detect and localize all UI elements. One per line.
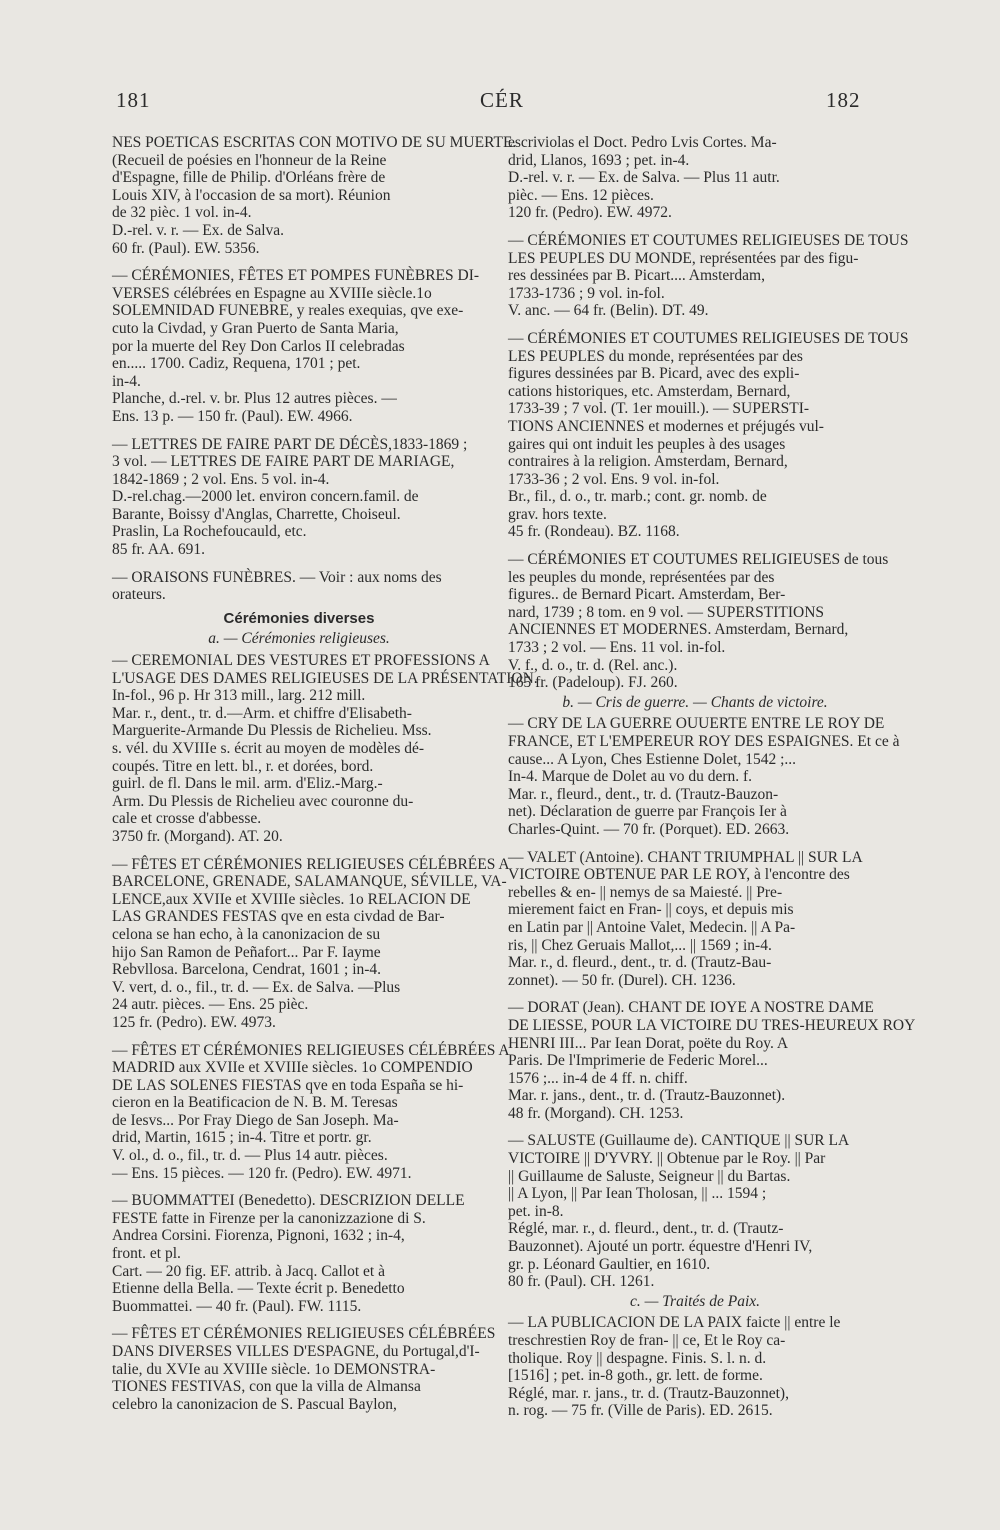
- text-line: in-4.: [112, 372, 141, 390]
- text-line: In-4. Marque de Dolet au vo du dern. f.: [508, 768, 753, 786]
- text-line: D.-rel. v. r. — Ex. de Salva.: [112, 221, 285, 239]
- text-line: L'USAGE DES DAMES RELIGIEUSES DE LA PRÉSENTATION.: [112, 669, 538, 687]
- entry-gap: [112, 1032, 486, 1042]
- text-line: FESTE fatte in Firenze per la canonizzazione di S.: [112, 1209, 426, 1227]
- entry-gap: [508, 839, 882, 849]
- text-line: Bauzonnet). Ajouté un portr. équestre d'Henri IV,: [508, 1238, 813, 1256]
- text-line: NES POETICAS ESCRITAS CON MOTIVO DE SU MUERTE.: [112, 134, 517, 151]
- text-line: escriviolas el Doct. Pedro Lvis Cortes. Ma-: [508, 134, 777, 151]
- text-line: 1576 ;... in-4 de 4 ff. n. chiff.: [508, 1069, 688, 1087]
- entry-gap: [508, 320, 882, 330]
- text-line: orateurs.: [112, 586, 166, 604]
- text-line: — LETTRES DE FAIRE PART DE DÉCÈS,1833-1869 ;: [112, 435, 468, 453]
- text-line: 3 vol. — LETTRES DE FAIRE PART DE MARIAGE,: [112, 453, 455, 471]
- text-line: Mar. r., dent., tr. d.—Arm. et chiffre d'Elisabeth-: [112, 704, 412, 722]
- page-number-left: 181: [116, 88, 151, 112]
- text-line: 85 fr. AA. 691.: [112, 541, 205, 559]
- text-line: Réglé, mar. r. jans., tr. d. (Trautz-Bauzonnet),: [508, 1384, 789, 1402]
- section-heading: Cérémonies diverses: [223, 609, 375, 627]
- text-line: mierement faict en Fran- || coys, et depuis mis: [508, 901, 794, 919]
- text-line: por la muerte del Rey Don Carlos II celebradas: [112, 337, 405, 355]
- text-line: 1733 ; 2 vol. — Ens. 11 vol. in-fol.: [508, 639, 726, 657]
- text-line: In-fol., 96 p. Hr 313 mill., larg. 212 mill.: [112, 687, 366, 705]
- text-line: — FÊTES ET CÉRÉMONIES RELIGIEUSES CÉLÉBRÉES A: [112, 855, 510, 873]
- text-line: Charles-Quint. — 70 fr. (Porquet). ED. 2663.: [508, 820, 790, 838]
- text-line: 1733-39 ; 7 vol. (T. 1er mouill.). — SUPERSTI-: [508, 400, 810, 418]
- text-line: — CÉRÉMONIES, FÊTES ET POMPES FUNÈBRES DI-: [112, 267, 480, 285]
- text-line: Réglé, mar. r., d. fleurd., dent., tr. d. (Trautz-: [508, 1220, 784, 1238]
- text-line: Barante, Boissy d'Anglas, Charrette, Choiseul.: [112, 505, 401, 523]
- text-line: pet. in-8.: [508, 1202, 564, 1220]
- text-line: gaires qui ont induit les peuples à des usages: [508, 435, 786, 453]
- text-line: guirl. de fl. Dans le mil. arm. d'Eliz.-Marg.-: [112, 775, 383, 793]
- text-line: Buommattei. — 40 fr. (Paul). FW. 1115.: [112, 1297, 362, 1315]
- text-line: drid, Llanos, 1693 ; pet. in-4.: [508, 151, 690, 169]
- text-line: — Ens. 15 pièces. — 120 fr. (Pedro). EW. 4971.: [112, 1164, 412, 1182]
- text-line: talie, du XVIe au XVIIIe siècle. 1o DEMONSTRA-: [112, 1360, 436, 1378]
- text-line: d'Espagne, fille de Philip. d'Orléans frère de: [112, 169, 386, 187]
- text-line: D.-rel. v. r. — Ex. de Salva. — Plus 11 autr.: [508, 169, 780, 187]
- entry-gap: [112, 257, 486, 267]
- text-line: contraires à la religion. Amsterdam, Bernard,: [508, 453, 788, 471]
- entry-gap: [508, 222, 882, 232]
- text-line: hijo San Ramon de Peñafort... Par F. Iayme: [112, 943, 381, 961]
- text-line: gr. p. Léonard Gaultier, en 1610.: [508, 1255, 711, 1273]
- text-line: VERSES célébrées en Espagne au XVIIIe siècle.1o: [112, 284, 432, 302]
- text-line: nard, 1739 ; 8 tom. en 9 vol. — SUPERSTITIONS: [508, 603, 825, 621]
- text-line: zonnet). — 50 fr. (Durel). CH. 1236.: [508, 971, 736, 989]
- text-line: — CÉRÉMONIES ET COUTUMES RELIGIEUSES de tous: [508, 551, 889, 569]
- text-line: (Recueil de poésies en l'honneur de la Reine: [112, 151, 387, 169]
- text-line: — CÉRÉMONIES ET COUTUMES RELIGIEUSES DE TOUS: [508, 231, 909, 249]
- text-line: LAS GRANDES FESTAS qve en esta civdad de Bar-: [112, 908, 445, 926]
- text-line: VICTOIRE || D'YVRY. || Obtenue par le Roy. || Par: [508, 1150, 826, 1168]
- text-line: — ORAISONS FUNÈBRES. — Voir : aux noms des: [112, 568, 442, 586]
- entry-gap: [112, 846, 486, 856]
- entry-gap: [508, 989, 882, 999]
- text-line: Louis XIV, à l'occasion de sa mort). Réunion: [112, 186, 391, 204]
- text-line: treschrestien Roy de fran- || ce, Et le Roy ca-: [508, 1332, 786, 1349]
- text-line: DE LIESSE, POUR LA VICTOIRE DU TRES-HEUREUX ROY: [508, 1016, 916, 1034]
- text-line: — VALET (Antoine). CHANT TRIUMPHAL || SUR LA: [508, 848, 863, 866]
- text-line: drid, Martin, 1615 ; in-4. Titre et portr. gr.: [112, 1129, 372, 1147]
- text-line: LENCE,aux XVIIe et XVIIIe siècles. 1o RELACION DE: [112, 890, 471, 908]
- entry-gap: [508, 1122, 882, 1132]
- text-line: Paris. De l'Imprimerie de Federic Morel...: [508, 1052, 768, 1070]
- text-line: s. vél. du XVIIIe s. écrit au moyen de modèles dé-: [112, 740, 425, 757]
- entry-gap: [112, 1182, 486, 1192]
- text-line: rebelles & en- || nemys de sa Maiesté. || Pre-: [508, 883, 783, 901]
- text-line: tholique. Roy || despagne. Finis. S. l. n. d.: [508, 1349, 767, 1367]
- text-line: 1733-36 ; 2 vol. Ens. 9 vol. in-fol.: [508, 470, 720, 488]
- text-line: V. f., d. o., tr. d. (Rel. anc.).: [508, 656, 678, 674]
- entry-gap: [508, 541, 882, 551]
- text-line: Cart. — 20 fig. EF. attrib. à Jacq. Callot et à: [112, 1262, 385, 1280]
- subsection-heading: c. — Traités de Paix.: [629, 1292, 761, 1310]
- text-line: — SALUSTE (Guillaume de). CANTIQUE || SUR LA: [508, 1132, 850, 1150]
- text-line: Mar. r., d. fleurd., dent., tr. d. (Trautz-Bau-: [508, 954, 772, 972]
- text-line: ris, || Chez Geruais Mallot,... || 1569 ; in-4.: [508, 936, 772, 954]
- text-line: grav. hors texte.: [508, 505, 607, 523]
- text-line: LES PEUPLES DU MONDE, représentées par des figu-: [508, 249, 859, 267]
- text-line: [1516] ; pet. in-8 goth., gr. lett. de forme.: [508, 1367, 763, 1385]
- entry-gap: [112, 1315, 486, 1325]
- text-line: Planche, d.-rel. v. br. Plus 12 autres pièces. —: [112, 390, 397, 408]
- text-line: LES PEUPLES du monde, représentées par des: [508, 347, 803, 365]
- text-line: V. vert, d. o., fil., tr. d. — Ex. de Salva. —Plus: [112, 978, 401, 996]
- text-line: MADRID aux XVIIe et XVIIIe siècles. 1o COMPENDIO: [112, 1059, 473, 1077]
- text-line: Marguerite-Armande Du Plessis de Richelieu. Mss.: [112, 722, 432, 740]
- text-line: HENRI III... Par Iean Dorat, poëte du Roy. A: [508, 1034, 789, 1052]
- entry-gap: [112, 426, 486, 436]
- text-line: Arm. Du Plessis de Richelieu avec couronne du-: [112, 792, 414, 810]
- text-line: de Iesvs... Por Fray Diego de San Joseph. Ma-: [112, 1111, 399, 1129]
- text-line: cations historiques, etc. Amsterdam, Bernard,: [508, 382, 791, 400]
- running-head: CÉR: [480, 88, 524, 112]
- text-line: TIONES FESTIVAS, con que la villa de Almansa: [112, 1378, 421, 1396]
- text-line: en..... 1700. Cadiz, Requena, 1701 ; pet.: [112, 355, 361, 373]
- text-line: 120 fr. (Pedro). EW. 4972.: [508, 204, 672, 222]
- text-line: || A Lyon, || Par Iean Tholosan, || ... 1594 ;: [508, 1185, 767, 1203]
- text-line: cieron en la Beatificacion de N. B. M. Teresas: [112, 1094, 398, 1112]
- text-line: 1733-1736 ; 9 vol. in-fol.: [508, 284, 665, 302]
- subsection-heading: b. — Cris de guerre. — Chants de victoire.: [562, 693, 828, 711]
- text-line: 165 fr. (Padeloup). FJ. 260.: [508, 674, 678, 692]
- subsection-heading: a. — Cérémonies religieuses.: [208, 630, 390, 648]
- text-line: 48 fr. (Morgand). CH. 1253.: [508, 1104, 684, 1122]
- text-line: Mar. r. jans., dent., tr. d. (Trautz-Bauzonnet).: [508, 1087, 786, 1105]
- text-line: cause... A Lyon, Ches Estienne Dolet, 1542 ;...: [508, 750, 797, 768]
- text-line: figures.. de Bernard Picart. Amsterdam, Ber-: [508, 586, 786, 604]
- page-number-right: 182: [826, 88, 861, 112]
- text-line: les peuples du monde, représentées par des: [508, 568, 775, 586]
- text-line: Andrea Corsini. Fiorenza, Pignoni, 1632 ; in-4,: [112, 1227, 405, 1245]
- text-line: en Latin par || Antoine Valet, Medecin. || A Pa-: [508, 918, 796, 936]
- text-line: || Guillaume de Saluste, Seigneur || du Bartas.: [508, 1167, 791, 1185]
- text-line: — CEREMONIAL DES VESTURES ET PROFESSIONS A: [112, 652, 490, 670]
- text-line: Br., fil., d. o., tr. marb.; cont. gr. nomb. de: [508, 488, 767, 506]
- text-line: 24 autr. pièces. — Ens. 25 pièc.: [112, 996, 309, 1014]
- text-line: 45 fr. (Rondeau). BZ. 1168.: [508, 523, 680, 541]
- text-line: VICTOIRE OBTENUE PAR LE ROY, à l'encontre des: [508, 866, 850, 884]
- text-line: res dessinées par B. Picart.... Amsterdam,: [508, 267, 765, 285]
- text-line: net). Déclaration de guerre par François Ier à: [508, 803, 787, 821]
- text-line: 60 fr. (Paul). EW. 5356.: [112, 239, 260, 257]
- text-line: celebro la canonizacion de S. Pascual Baylon,: [112, 1395, 397, 1413]
- text-line: FRANCE, ET L'EMPEREUR ROY DES ESPAIGNES. Et ce à: [508, 733, 900, 750]
- text-line: 125 fr. (Pedro). EW. 4973.: [112, 1013, 276, 1031]
- text-line: Praslin, La Rochefoucauld, etc.: [112, 523, 307, 541]
- text-line: — FÊTES ET CÉRÉMONIES RELIGIEUSES CÉLÉBRÉES: [112, 1325, 496, 1343]
- right-column: [508, 134, 916, 1420]
- text-line: TIONS ANCIENNES et modernes et préjugés vul-: [508, 417, 824, 435]
- text-line: — DORAT (Jean). CHANT DE IOYE A NOSTRE DAME: [508, 999, 874, 1017]
- text-line: BARCELONE, GRENADE, SALAMANQUE, SÉVILLE, VA-: [112, 873, 507, 891]
- text-line: DANS DIVERSES VILLES D'ESPAGNE, du Portugal,d'I-: [112, 1343, 480, 1360]
- text-line: cale et crosse d'abbesse.: [112, 810, 262, 828]
- text-line: 80 fr. (Paul). CH. 1261.: [508, 1273, 655, 1291]
- text-line: — BUOMMATTEI (Benedetto). DESCRIZION DELLE: [112, 1192, 465, 1210]
- text-line: 3750 fr. (Morgand). AT. 20.: [112, 827, 283, 845]
- text-line: de 32 pièc. 1 vol. in-4.: [112, 204, 252, 222]
- text-line: figures dessinées par B. Picard, avec des expli-: [508, 365, 800, 383]
- text-line: ANCIENNES ET MODERNES. Amsterdam, Bernard,: [508, 621, 849, 639]
- text-line: D.-rel.chag.—2000 let. environ concern.famil. de: [112, 488, 419, 506]
- text-line: DE LAS SOLENES FIESTAS qve en toda España se hi-: [112, 1076, 464, 1094]
- text-line: Etienne della Bella. — Texte écrit p. Benedetto: [112, 1280, 405, 1298]
- text-line: SOLEMNIDAD FUNEBRE, y reales exequias, qve exe-: [112, 302, 464, 320]
- text-line: V. ol., d. o., fil., tr. d. — Plus 14 autr. pièces.: [112, 1147, 388, 1165]
- text-line: coupés. Titre en lett. bl., r. et dorées, bord.: [112, 757, 374, 775]
- text-line: cuto la Civdad, y Gran Puerto de Santa Maria,: [112, 319, 399, 337]
- text-line: Mar. r., fleurd., dent., tr. d. (Trautz-Bauzon-: [508, 785, 779, 803]
- text-line: — LA PUBLICACION DE LA PAIX faicte || entre le: [508, 1314, 841, 1332]
- text-line: — CÉRÉMONIES ET COUTUMES RELIGIEUSES DE TOUS: [508, 329, 909, 347]
- text-line: Ens. 13 p. — 150 fr. (Paul). EW. 4966.: [112, 407, 353, 425]
- text-line: pièc. — Ens. 12 pièces.: [508, 186, 654, 204]
- text-line: Rebvllosa. Barcelona, Cendrat, 1601 ; in-4.: [112, 961, 382, 979]
- text-line: n. rog. — 75 fr. (Ville de Paris). ED. 2615.: [508, 1402, 773, 1420]
- text-line: — CRY DE LA GUERRE OUUERTE ENTRE LE ROY DE: [508, 715, 885, 733]
- text-line: 1842-1869 ; 2 vol. Ens. 5 vol. in-4.: [112, 470, 330, 488]
- text-line: V. anc. — 64 fr. (Belin). DT. 49.: [508, 302, 709, 320]
- text-line: celona se han echo, à la canonizacion de su: [112, 925, 381, 943]
- entry-gap: [112, 559, 486, 569]
- text-line: — FÊTES ET CÉRÉMONIES RELIGIEUSES CÉLÉBRÉES A: [112, 1041, 510, 1059]
- text-line: front. et pl.: [112, 1245, 181, 1263]
